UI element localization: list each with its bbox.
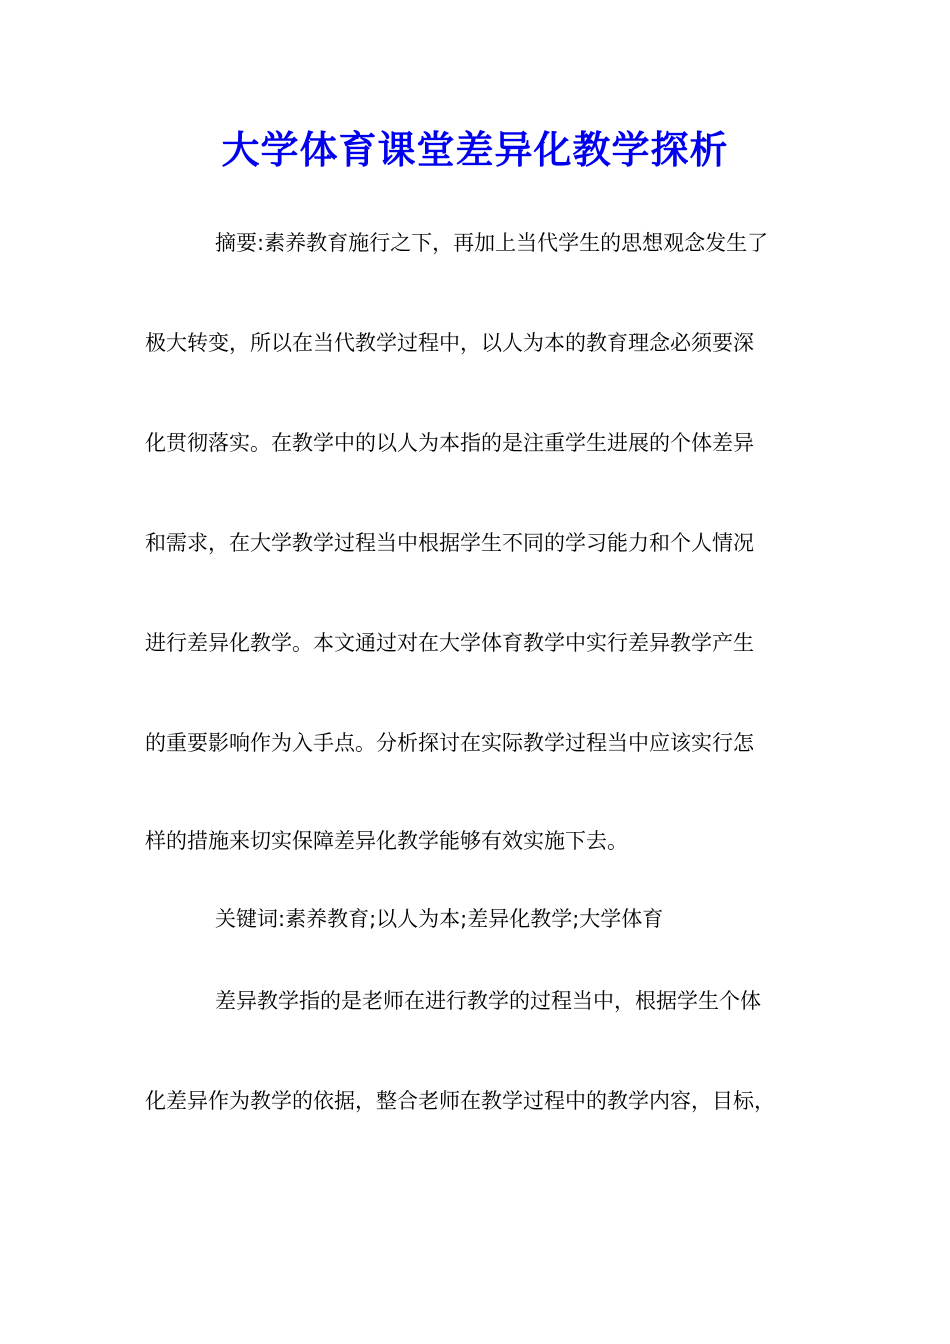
abstract-line: 摘要:素养教育施行之下，再加上当代学生的思想观念发生了 [215,231,769,255]
abstract-line: 和需求，在大学教学过程当中根据学生不同的学习能力和个人情况 [145,531,754,555]
abstract-line: 样的措施来切实保障差异化教学能够有效实施下去。 [145,829,628,853]
document-title: 大学体育课堂差异化教学探析 [221,127,729,172]
abstract-line: 的重要影响作为入手点。分析探讨在实际教学过程当中应该实行怎 [145,731,754,755]
abstract-line: 进行差异化教学。本文通过对在大学体育教学中实行差异教学产生 [145,631,754,655]
body-line: 化差异作为教学的依据，整合老师在教学过程中的教学内容，目标， [145,1089,775,1113]
abstract-line: 化贯彻落实。在教学中的以人为本指的是注重学生进展的个体差异 [145,431,754,455]
abstract-line: 极大转变，所以在当代教学过程中，以人为本的教育理念必须要深 [145,331,754,355]
body-line: 差异教学指的是老师在进行教学的过程当中，根据学生个体 [215,989,761,1013]
keywords-line: 关键词:素养教育;以人为本;差异化教学;大学体育 [215,907,664,931]
